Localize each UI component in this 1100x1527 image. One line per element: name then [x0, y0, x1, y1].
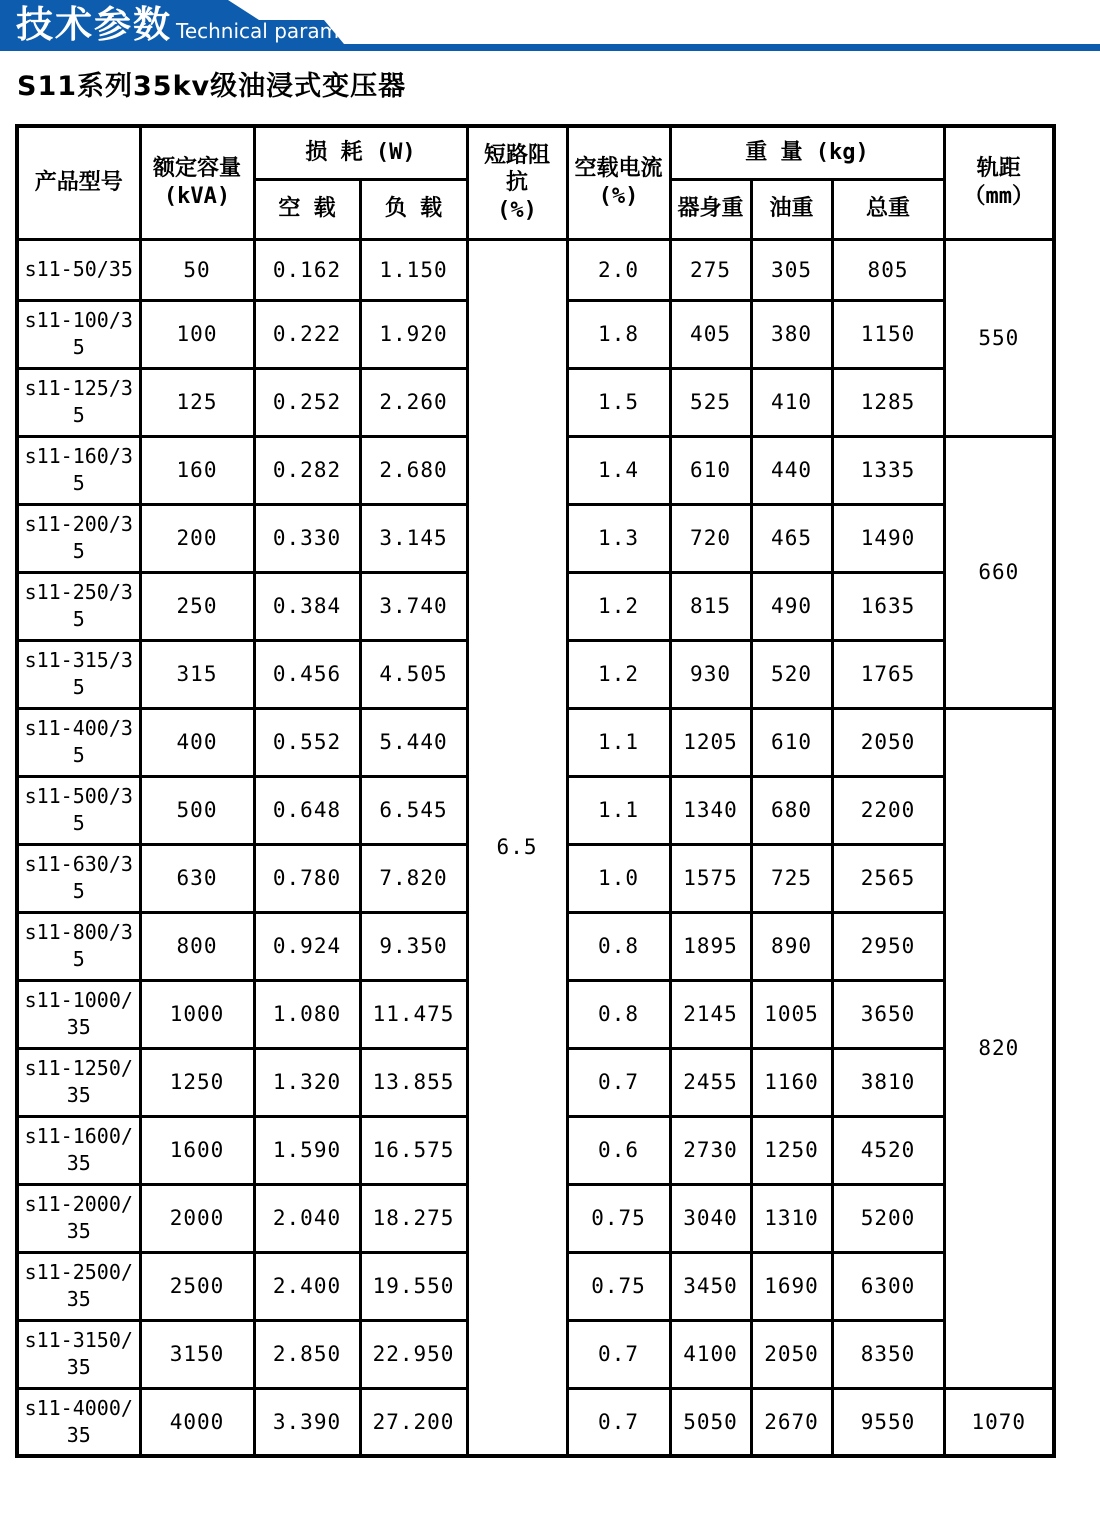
no-load-loss-cell: 0.648 — [254, 776, 360, 844]
table-header — [17, 126, 1054, 239]
table-body — [17, 239, 1054, 1456]
capacity-cell: 125 — [140, 368, 254, 436]
total-weight-cell: 6300 — [832, 1252, 944, 1320]
model-cell: s11-630/35 — [17, 844, 140, 912]
total-weight-cell: 2565 — [832, 844, 944, 912]
header-row-1 — [17, 126, 1054, 179]
oil-weight-cell: 465 — [751, 504, 832, 572]
no-load-loss-cell: 0.456 — [254, 640, 360, 708]
oil-weight-cell: 890 — [751, 912, 832, 980]
oil-weight-cell: 305 — [751, 239, 832, 300]
no-load-loss-cell: 0.780 — [254, 844, 360, 912]
model-cell: s11-200/35 — [17, 504, 140, 572]
model-cell: s11-250/35 — [17, 572, 140, 640]
no-load-loss-cell: 2.400 — [254, 1252, 360, 1320]
model-cell: s11-50/35 — [17, 239, 140, 300]
no-load-loss-cell: 0.330 — [254, 504, 360, 572]
load-loss-cell: 27.200 — [360, 1388, 467, 1456]
no-load-loss-cell: 0.162 — [254, 239, 360, 300]
no-load-current-cell: 1.2 — [567, 640, 670, 708]
no-load-current-cell: 0.7 — [567, 1048, 670, 1116]
load-loss-cell: 18.275 — [360, 1184, 467, 1252]
capacity-cell: 400 — [140, 708, 254, 776]
capacity-cell: 2500 — [140, 1252, 254, 1320]
no-load-current-cell: 1.0 — [567, 844, 670, 912]
oil-weight-cell: 725 — [751, 844, 832, 912]
no-load-loss-cell: 0.552 — [254, 708, 360, 776]
body-weight-cell: 930 — [670, 640, 751, 708]
oil-weight-cell: 380 — [751, 300, 832, 368]
total-weight-cell: 1150 — [832, 300, 944, 368]
no-load-current-cell: 0.6 — [567, 1116, 670, 1184]
total-weight-cell: 1285 — [832, 368, 944, 436]
model-cell: s11-800/35 — [17, 912, 140, 980]
no-load-loss-cell: 2.850 — [254, 1320, 360, 1388]
total-weight-cell: 805 — [832, 239, 944, 300]
load-loss-cell: 1.150 — [360, 239, 467, 300]
model-cell: s11-100/35 — [17, 300, 140, 368]
gauge-cell: 660 — [944, 436, 1054, 708]
load-loss-cell: 2.680 — [360, 436, 467, 504]
body-weight-cell: 2730 — [670, 1116, 751, 1184]
load-loss-cell: 3.145 — [360, 504, 467, 572]
no-load-current-cell: 0.8 — [567, 980, 670, 1048]
body-weight-cell: 1205 — [670, 708, 751, 776]
header-loss-load: 负 载 — [360, 179, 467, 239]
body-weight-cell: 275 — [670, 239, 751, 300]
model-cell: s11-1000/35 — [17, 980, 140, 1048]
no-load-current-cell: 0.75 — [567, 1252, 670, 1320]
model-cell: s11-4000/35 — [17, 1388, 140, 1456]
load-loss-cell: 11.475 — [360, 980, 467, 1048]
capacity-cell: 250 — [140, 572, 254, 640]
table-row — [17, 239, 1054, 300]
load-loss-cell: 2.260 — [360, 368, 467, 436]
load-loss-cell: 6.545 — [360, 776, 467, 844]
capacity-cell: 100 — [140, 300, 254, 368]
oil-weight-cell: 1160 — [751, 1048, 832, 1116]
body-weight-cell: 3450 — [670, 1252, 751, 1320]
gauge-cell: 1070 — [944, 1388, 1054, 1456]
header-gauge: 轨距 （mm） — [944, 126, 1054, 239]
load-loss-cell: 5.440 — [360, 708, 467, 776]
model-cell: s11-2000/35 — [17, 1184, 140, 1252]
body-weight-cell: 815 — [670, 572, 751, 640]
body-weight-cell: 1895 — [670, 912, 751, 980]
body-weight-cell: 2145 — [670, 980, 751, 1048]
header-capacity: 额定容量 (kVA) — [140, 126, 254, 239]
oil-weight-cell: 1250 — [751, 1116, 832, 1184]
total-weight-cell: 1635 — [832, 572, 944, 640]
impedance-cell: 6.5 — [467, 239, 567, 1456]
no-load-loss-cell: 0.222 — [254, 300, 360, 368]
no-load-current-cell: 1.4 — [567, 436, 670, 504]
capacity-cell: 500 — [140, 776, 254, 844]
model-cell: s11-500/35 — [17, 776, 140, 844]
header-no-load-current: 空载电流 (%) — [567, 126, 670, 239]
header-weight-total: 总重 — [832, 179, 944, 239]
no-load-loss-cell: 0.282 — [254, 436, 360, 504]
oil-weight-cell: 610 — [751, 708, 832, 776]
capacity-cell: 315 — [140, 640, 254, 708]
capacity-cell: 1600 — [140, 1116, 254, 1184]
no-load-current-cell: 1.1 — [567, 708, 670, 776]
no-load-current-cell: 0.7 — [567, 1320, 670, 1388]
gauge-cell: 820 — [944, 708, 1054, 1388]
no-load-current-cell: 0.75 — [567, 1184, 670, 1252]
capacity-cell: 2000 — [140, 1184, 254, 1252]
no-load-current-cell: 0.8 — [567, 912, 670, 980]
model-cell: s11-1250/35 — [17, 1048, 140, 1116]
no-load-current-cell: 1.5 — [567, 368, 670, 436]
header-weight-body: 器身重 — [670, 179, 751, 239]
oil-weight-cell: 2050 — [751, 1320, 832, 1388]
load-loss-cell: 7.820 — [360, 844, 467, 912]
header-model: 产品型号 — [17, 126, 140, 239]
model-cell: s11-400/35 — [17, 708, 140, 776]
capacity-cell: 630 — [140, 844, 254, 912]
no-load-current-cell: 1.3 — [567, 504, 670, 572]
capacity-cell: 50 — [140, 239, 254, 300]
oil-weight-cell: 2670 — [751, 1388, 832, 1456]
no-load-loss-cell: 1.320 — [254, 1048, 360, 1116]
banner-title-cn: 技术参数 — [16, 3, 172, 46]
no-load-current-cell: 1.1 — [567, 776, 670, 844]
load-loss-cell: 19.550 — [360, 1252, 467, 1320]
body-weight-cell: 610 — [670, 436, 751, 504]
body-weight-cell: 720 — [670, 504, 751, 572]
total-weight-cell: 5200 — [832, 1184, 944, 1252]
model-cell: s11-2500/35 — [17, 1252, 140, 1320]
oil-weight-cell: 1690 — [751, 1252, 832, 1320]
load-loss-cell: 4.505 — [360, 640, 467, 708]
model-cell: s11-3150/35 — [17, 1320, 140, 1388]
total-weight-cell: 9550 — [832, 1388, 944, 1456]
oil-weight-cell: 1310 — [751, 1184, 832, 1252]
total-weight-cell: 3650 — [832, 980, 944, 1048]
oil-weight-cell: 520 — [751, 640, 832, 708]
oil-weight-cell: 440 — [751, 436, 832, 504]
model-cell: s11-125/35 — [17, 368, 140, 436]
spec-table — [15, 124, 1056, 1458]
load-loss-cell: 16.575 — [360, 1116, 467, 1184]
capacity-cell: 4000 — [140, 1388, 254, 1456]
total-weight-cell: 2050 — [832, 708, 944, 776]
no-load-loss-cell: 0.924 — [254, 912, 360, 980]
body-weight-cell: 1575 — [670, 844, 751, 912]
no-load-current-cell: 1.2 — [567, 572, 670, 640]
no-load-loss-cell: 1.080 — [254, 980, 360, 1048]
total-weight-cell: 2950 — [832, 912, 944, 980]
no-load-current-cell: 1.8 — [567, 300, 670, 368]
total-weight-cell: 1335 — [832, 436, 944, 504]
banner-title-en: Technical parameter — [176, 19, 380, 43]
header-loss-group: 损 耗 (W) — [254, 126, 467, 179]
total-weight-cell: 8350 — [832, 1320, 944, 1388]
oil-weight-cell: 680 — [751, 776, 832, 844]
body-weight-cell: 405 — [670, 300, 751, 368]
header-loss-no-load: 空 载 — [254, 179, 360, 239]
no-load-loss-cell: 1.590 — [254, 1116, 360, 1184]
load-loss-cell: 1.920 — [360, 300, 467, 368]
model-cell: s11-160/35 — [17, 436, 140, 504]
gauge-cell: 550 — [944, 239, 1054, 436]
header-weight-group: 重 量 (kg) — [670, 126, 944, 179]
body-weight-cell: 525 — [670, 368, 751, 436]
total-weight-cell: 3810 — [832, 1048, 944, 1116]
load-loss-cell: 9.350 — [360, 912, 467, 980]
no-load-current-cell: 2.0 — [567, 239, 670, 300]
model-cell: s11-1600/35 — [17, 1116, 140, 1184]
capacity-cell: 1250 — [140, 1048, 254, 1116]
oil-weight-cell: 410 — [751, 368, 832, 436]
total-weight-cell: 1765 — [832, 640, 944, 708]
capacity-cell: 200 — [140, 504, 254, 572]
total-weight-cell: 2200 — [832, 776, 944, 844]
model-cell: s11-315/35 — [17, 640, 140, 708]
no-load-current-cell: 0.7 — [567, 1388, 670, 1456]
body-weight-cell: 1340 — [670, 776, 751, 844]
load-loss-cell: 22.950 — [360, 1320, 467, 1388]
no-load-loss-cell: 3.390 — [254, 1388, 360, 1456]
capacity-cell: 160 — [140, 436, 254, 504]
no-load-loss-cell: 2.040 — [254, 1184, 360, 1252]
body-weight-cell: 3040 — [670, 1184, 751, 1252]
header-impedance: 短路阻 抗 (%) — [467, 126, 567, 239]
body-weight-cell: 4100 — [670, 1320, 751, 1388]
header-weight-oil: 油重 — [751, 179, 832, 239]
page-title: S11系列35kv级油浸式变压器 — [17, 71, 407, 102]
load-loss-cell: 13.855 — [360, 1048, 467, 1116]
body-weight-cell: 2455 — [670, 1048, 751, 1116]
oil-weight-cell: 1005 — [751, 980, 832, 1048]
no-load-loss-cell: 0.384 — [254, 572, 360, 640]
body-weight-cell: 5050 — [670, 1388, 751, 1456]
capacity-cell: 800 — [140, 912, 254, 980]
total-weight-cell: 4520 — [832, 1116, 944, 1184]
oil-weight-cell: 490 — [751, 572, 832, 640]
total-weight-cell: 1490 — [832, 504, 944, 572]
load-loss-cell: 3.740 — [360, 572, 467, 640]
capacity-cell: 3150 — [140, 1320, 254, 1388]
capacity-cell: 1000 — [140, 980, 254, 1048]
no-load-loss-cell: 0.252 — [254, 368, 360, 436]
